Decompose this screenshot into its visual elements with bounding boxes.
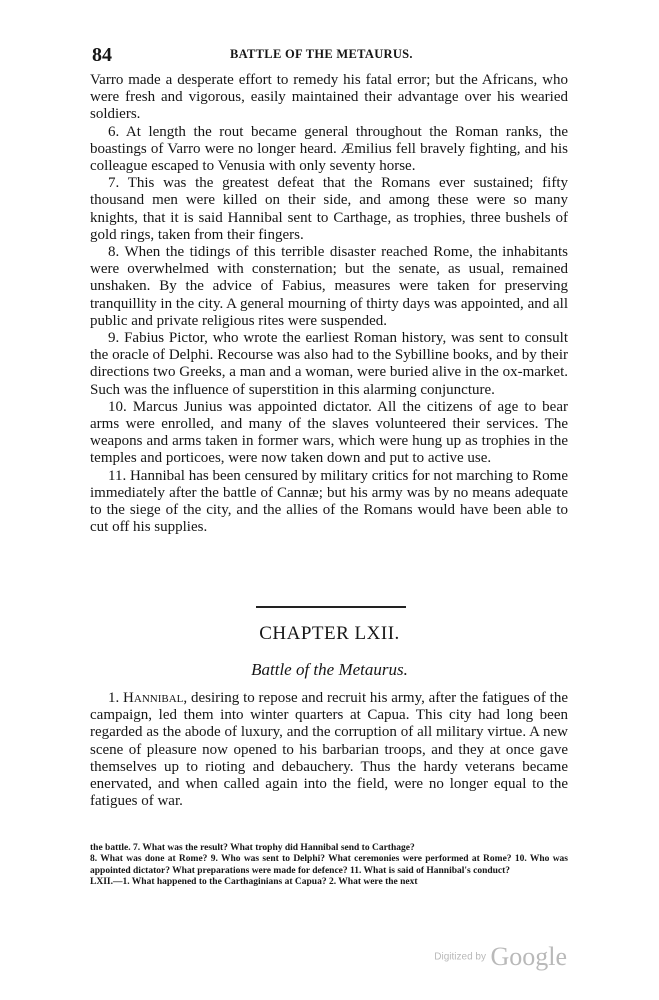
chapter-title: CHAPTER LXII. (259, 623, 400, 644)
body-text (90, 72, 568, 536)
watermark-prefix: Digitized by (434, 951, 486, 963)
paragraph-9: 9. Fabius Pictor, who wrote the earliest Roman history, was sent to consult the oracle of Delphi. Recourse was also had to the Sybilline books, and by their directions two Greeks, a man and a woman, were buried alive in the ox-market. Such was the influence of superstition in this alarming conjuncture. (90, 330, 568, 398)
google-logo: Google (490, 942, 567, 971)
question-line-2: 8. What was done at Rome? 9. Who was sent to Delphi? What ceremonies were performed at Rome? 10. Who was appointed dictator? What preparations were made for defence? 11. What is said of Hannibal's conduct? (90, 854, 568, 876)
digitization-watermark (434, 942, 567, 972)
chapter-paragraph-1 (90, 690, 568, 810)
chapter-text (90, 690, 568, 810)
paragraph-8: 8. When the tidings of this terrible disaster reached Rome, the inhabitants were overwhelmed with consternation; but the senate, as usual, remained unshaken. By the advice of Fabius, measures were taken for preserving tranquillity in the city. A general mourning of thirty days was appointed, and all public and private religious rites were suspended. (90, 244, 568, 329)
paragraph-continuation: Varro made a desperate effort to remedy his fatal error; but the Africans, who were fresh and vigorous, easily maintained their advantage over his wearied soldiers. (90, 72, 568, 123)
paragraph-10: 10. Marcus Junius was appointed dictator. All the citizens of age to bear arms were enrolled, and many of the slaves volunteered their services. The weapons and arms taken in former wars, which were hung up as trophies in the temples and porticoes, were now taken down and put to active use. (90, 398, 568, 467)
question-line-3: LXII.—1. What happened to the Carthaginians at Capua? 2. What were the next (90, 877, 418, 888)
chapter-paragraph-body: desiring to repose and recruit his army, after the fatigues of the campaign, led them into winter quarters at Capua. This city had long been regarded as the abode of luxury, and the corruption of all military virtue. A new scene of pleasure now opened to his barbarian troops, and they at once gave themselves up to rioting and debauchery. Thus the hardy veterans became enervated, and when called again into the field, were no longer equal to the fatigues of war. (90, 690, 568, 810)
running-head: BATTLE OF THE METAURUS. (230, 47, 413, 61)
paragraph-7: 7. This was the greatest defeat that the Romans ever sustained; fifty thousand men were killed on their side, and among these were so many knights, that it is said Hannibal sent to Carthage, as trophies, three bushels of gold rings, taken from their fingers. (90, 175, 568, 243)
question-line-1: the battle. 7. What was the result? What trophy did Hannibal send to Carthage? (90, 843, 415, 853)
review-questions (90, 843, 568, 889)
paragraph-6: 6. At length the rout became general throughout the Roman ranks, the boastings of Varro were no longer heard. Æmilius fell bravely fighting, and his colleague escaped to Venusia with only seventy horse. (90, 123, 568, 175)
section-divider (256, 606, 406, 608)
paragraph-11: 11. Hannibal has been censured by military critics for not marching to Rome immediately after the battle of Cannæ; but his army was by no means adequate to the siege of the city, and the allies of the Romans would have been able to cut off his supplies. (90, 467, 568, 536)
page-number: 84 (92, 44, 112, 66)
chapter-paragraph-lead: 1. Hannibal, (108, 690, 188, 706)
chapter-subtitle: Battle of the Metaurus. (251, 660, 408, 679)
